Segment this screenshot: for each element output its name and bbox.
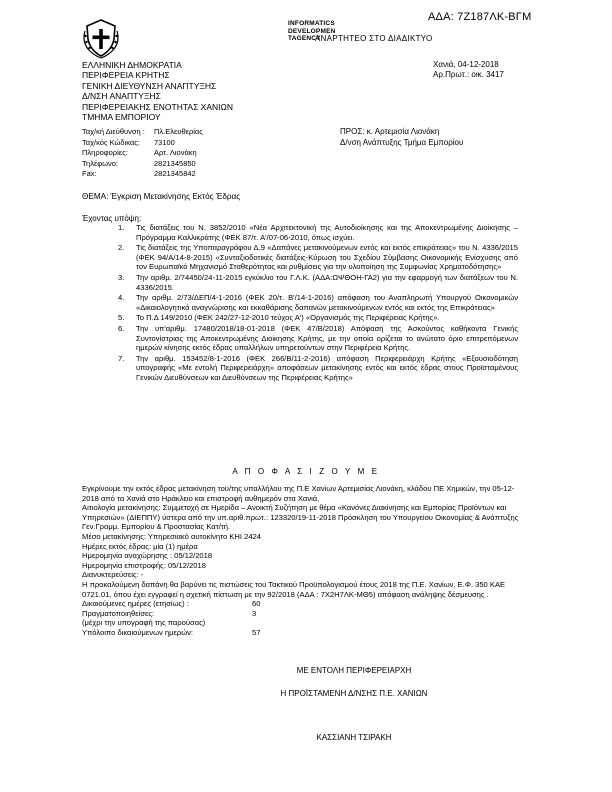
contact-label: Τηλέφωνο:	[82, 158, 119, 168]
body-paragraph: Ημέρες εκτός έδρας: μία (1) ημέρα	[82, 541, 198, 551]
informatics-line: INFORMATICS	[288, 20, 335, 27]
item-text: Τις διατάξεις του Ν. 3852/2010 «Νέα Αρχιτεκτονική της Αυτοδιοίκησης και της Αποκεντρωμένης Διοίκησης – Πρόγραμμα Καλλικράτης (ΦΕΚ 87/τ. Α'/07-06-2010, όπως ισχύει.	[136, 223, 518, 242]
date-line: Χανιά, 04-12-2018	[433, 60, 499, 69]
informatics-line: TAGENCY	[288, 35, 321, 42]
item-number: 7.	[118, 353, 125, 363]
body-paragraph: Η προκαλούμενη δαπάνη θα βαρύνει τις πιστώσεις του Τακτικού Προϋπολογισμού έτους 2018 της Π.Ε. Χανίων, Ε.Φ. 350 ΚΑΕ 0721.01, όπου έχει εγγραφεί η σχετική πίστωση με την 92/2018 (ΑΔΑ : 7Χ2Η7ΛΚ-ΜΘ5) απόφαση ανάληψης δέσμευσης .	[82, 579, 506, 599]
days-label: Δικαιούμενες ημέρες (ετησίως) :	[82, 599, 189, 609]
contact-label: Ταχ/κός Κώδικας:	[82, 137, 140, 147]
header-line: ΤΜΗΜΑ ΕΜΠΟΡΙΟΥ	[82, 112, 161, 123]
days-value: 3	[252, 608, 257, 618]
item-number: 1.	[118, 223, 125, 232]
header-line: ΓΕΝΙΚΗ ΔΙΕΥΘΥΝΣΗ ΑΝΑΠΤΥΞΗΣ	[82, 80, 217, 91]
recipient-name: ΠΡΟΣ: κ. Αρτεμισία Λιονάκη	[340, 127, 440, 136]
list-item	[118, 354, 518, 383]
body-paragraph: Μέσο μετακίνησης: Υπηρεσιακό αυτοκίνητο ΚΗΙ 2424	[82, 531, 262, 541]
item-number: 6.	[118, 323, 125, 333]
diavgeia-stamp: ΑΝΑΡΤΗΤΕΟ ΣΤΟ ΔΙΑΔΙΚΤΥΟ	[315, 34, 433, 43]
recipient-department: Δ/νση Ανάπτυξης Τμήμα Εμπορίου	[340, 137, 464, 147]
header-line: ΠΕΡΙΦΕΡΕΙΑΚΗΣ ΕΝΟΤΗΤΑΣ ΧΑΝΙΩΝ	[82, 101, 234, 112]
legal-basis-list	[118, 223, 518, 384]
header-line: Δ/ΝΣΗ ΑΝΑΠΤΥΞΗΣ	[82, 91, 161, 102]
body-paragraph: Εγκρίνουμε την εκτός έδρας μετακίνηση του/της υπαλλήλου της Π.Ε Χανίων Αρτεμισίας Λιονάκη, κλάδου ΠΕ Χημικών, την 05-12-2018 από τα Χανιά στο Ηράκλειο και επιστροφή αυθημερόν στα Χανιά.	[82, 484, 515, 503]
item-text: Την υπ'αριθμ. 17480/2018/18-01-2018 (ΦΕΚ 47/Β/2018) Απόφαση της Ασκούντος καθήκοντα Γενικής Συντονίστριας της Αποκεντρωμένης Διοίκησης Κρήτης, με την οποία ορίζεται το ανώτατο όριο επιτρεπόμενων ημερών κίνησης εκτός έδρας υπαλλήλων υπηρετούντων στην Περιφέρεια Κρήτης.	[136, 323, 518, 353]
body-paragraph: Ημερομηνία επιστροφής: 05/12/2018	[82, 560, 206, 570]
item-text: Την αριθμ. 2/74450/24-11-2015 εγκύκλιο του Γ.Λ.Κ. (ΑΔΑ:ΩΨΘΟΗ-ΓΑ2) για την εφαρμογή των διατάξεων του Ν. 4336/2015.	[136, 272, 518, 292]
contact-block	[82, 127, 203, 180]
contact-row	[82, 138, 203, 149]
contact-row	[82, 169, 203, 180]
days-row	[82, 618, 527, 628]
contact-value: Πλ.Ελευθερίας	[154, 127, 203, 136]
decision-heading: Α Π Ο Φ Α Σ Ι Ζ Ο Υ Μ Ε	[232, 467, 380, 476]
date-protocol	[433, 60, 504, 81]
contact-value: 2821345842	[154, 169, 196, 179]
item-number: 4.	[118, 293, 125, 303]
signature-order: ΜΕ ΕΝΤΟΛΗ ΠΕΡΙΦΕΡΕΙΑΡΧΗ	[296, 666, 412, 675]
list-item	[118, 293, 518, 312]
contact-label: Πληροφορίες:	[82, 148, 128, 158]
item-text: Το Π.Δ 149/2010 (ΦΕΚ 242/27-12-2010 τεύχος Α') «Οργανισμός της Περιφέρειας Κρήτης».	[136, 313, 440, 323]
item-text: Την αριθμ. 153452/8-1-2016 (ΦΕΚ 266/Β/11-2-2016) απόφαση Περιφερειάρχη Κρήτης «Εξουσιοδότηση υπογραφής «Με εντολή Περιφερειάρχη» αποφάσεων μετακίνησης εντός και εκτός έδρας στους Προϊσταμένους Γενικών Διευθύνσεων και Διευθύνσεων της Περιφέρειας Κρήτης»	[136, 353, 518, 382]
recipient-block	[340, 127, 463, 148]
list-item	[118, 243, 518, 272]
item-number: 3.	[118, 272, 125, 282]
list-item	[118, 313, 518, 323]
contact-row	[82, 159, 203, 170]
item-number: 5.	[118, 313, 125, 323]
days-row	[82, 599, 527, 609]
contact-value: 2821345850	[154, 158, 196, 168]
days-label: Πραγματοποιηθείσες:	[82, 608, 155, 618]
signature-role: Η ΠΡΟΪΣΤΑΜΕΝΗ Δ/ΝΣΗΣ Π.Ε. ΧΑΝΙΩΝ	[280, 689, 428, 698]
item-text: Την αριθμ. 2/73/ΔΕΠ/4-1-2016 (ΦΕΚ 20/τ. Β'/14-1-2016) απόφαση του Αναπληρωτή Υπουργού Οικονομικών «Δικαιολογητικά αναγνώρισης και εκκαθάρισης δαπανών μετακινούμενων εντός και εκτός της Επικράτειας»	[136, 293, 518, 312]
contact-value: Αρτ. Λιονάκη	[154, 148, 197, 158]
subject-line: ΘΕΜΑ: Έγκριση Μετακίνησης Εκτός Έδρας	[82, 192, 241, 201]
protocol-line: Αρ.Πρωτ.: οικ. 3417	[433, 70, 504, 80]
list-item	[118, 273, 518, 292]
contact-row	[82, 148, 203, 159]
contact-label: Ταχ/κή Διεύθυνση :	[82, 127, 145, 136]
body-paragraph: Αιτιολογία μετακίνησης: Συμμετοχή σε Ημερίδα – Ανοικτή Συζήτηση με θέμα «Κανόνες Διακίνησης και Εμπορίας Προϊόντων και Υπηρεσιών» (ΔΙΕΠΠΥ) ύστερα από την υπ.αριθ.πρωτ.: 123320/19-11-2018 Πρόσκληση του Υπουργείου Οικονομίας & Ανάπτυξης Γεν.Γραμμ. Εμπορίου & Προστασίας Κατ/τή.	[82, 503, 519, 532]
item-text: Τις διατάξεις της Υποπαραγράφου Δ.9 «Δαπάνες μετακινούμενων εντός και εκτός επικράτειας» του Ν. 4336/2015 (ΦΕΚ 94/Α/14-8-2015) «Συνταξιοδοτικές διατάξεις-Κύρωση του Σχεδίου Σύμβασης Οικονομικής Ενίσχυσης από τον Ευρωπαϊκό Μηχανισμό Σταθερότητας και ρυθμίσεις για την υλοποίηση της Συμφωνίας Χρηματοδότησης»	[136, 243, 518, 272]
item-number: 2.	[118, 243, 125, 253]
authority-header	[82, 60, 233, 122]
contact-label: Fax:	[82, 169, 97, 179]
list-item	[118, 223, 518, 242]
header-line: ΠΕΡΙΦΕΡΕΙΑ ΚΡΗΤΗΣ	[82, 70, 170, 81]
header-line: ΕΛΛΗΝΙΚΗ ΔΗΜΟΚΡΑΤΙΑ	[82, 60, 182, 70]
body-paragraph: Διανυκτερεύσεις: -	[82, 570, 144, 580]
days-label: (μέχρι την υπογραφή της παρούσας)	[82, 618, 206, 628]
decision-body	[82, 484, 527, 638]
informatics-line: DEVELOPMEN	[288, 27, 336, 35]
signature-name: ΚΑΣΣΙΑΝΗ ΤΣΙΡΑΚΗ	[316, 733, 392, 742]
having-heading: Έχοντας υπόψη:	[82, 214, 142, 223]
days-label: Υπόλοιπο δικαιούμενων ημερών:	[82, 627, 194, 637]
days-row	[82, 609, 527, 619]
contact-value: 73100	[154, 137, 175, 147]
days-value: 60	[252, 599, 261, 609]
contact-row	[82, 127, 203, 138]
days-row	[82, 628, 527, 638]
list-item	[118, 324, 518, 353]
days-value: 57	[252, 627, 261, 637]
body-paragraph: Ημερομηνία αναχώρησης : 05/12/2018	[82, 551, 213, 561]
ada-code: ΑΔΑ: 7Ζ187ΛΚ-ΒΓΜ	[428, 11, 532, 23]
greek-emblem-icon	[81, 17, 121, 59]
